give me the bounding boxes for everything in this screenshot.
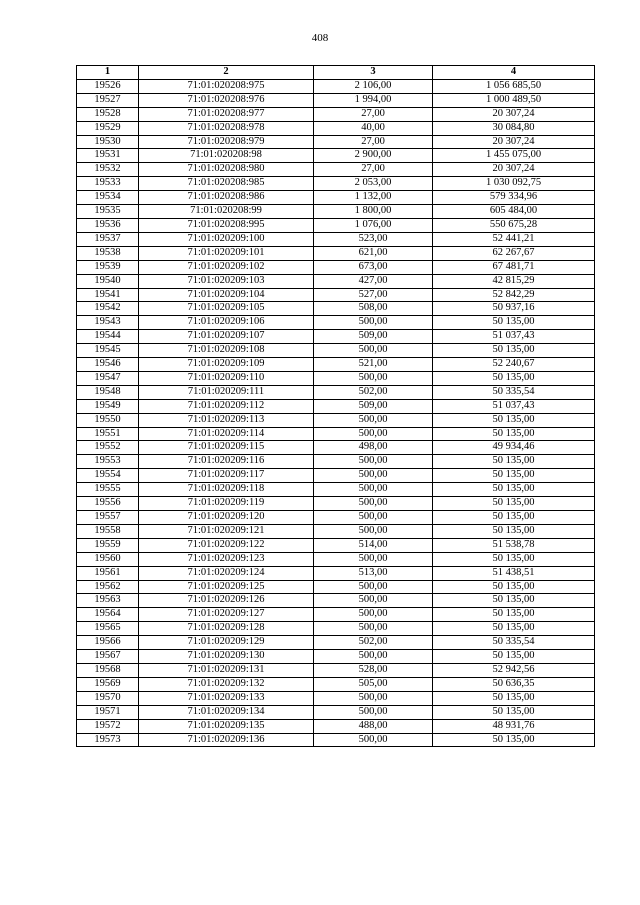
value-cell: 50 135,00 <box>433 316 595 330</box>
cadastral-number-cell: 71:01:020208:975 <box>139 79 314 93</box>
cadastral-number-cell: 71:01:020209:111 <box>139 385 314 399</box>
cadastral-number-cell: 71:01:020208:978 <box>139 121 314 135</box>
table-row <box>77 316 595 330</box>
row-number-cell: 19543 <box>77 316 139 330</box>
row-number-cell: 19542 <box>77 302 139 316</box>
value-cell: 51 538,78 <box>433 538 595 552</box>
cadastral-number-cell: 71:01:020208:985 <box>139 177 314 191</box>
area-cell: 500,00 <box>314 483 433 497</box>
table-row <box>77 246 595 260</box>
row-number-cell: 19567 <box>77 650 139 664</box>
area-cell: 673,00 <box>314 260 433 274</box>
value-cell: 52 842,29 <box>433 288 595 302</box>
area-cell: 500,00 <box>314 580 433 594</box>
cadastral-number-cell: 71:01:020209:132 <box>139 677 314 691</box>
column-header-1: 1 <box>77 66 139 80</box>
table-row <box>77 399 595 413</box>
value-cell: 1 030 092,75 <box>433 177 595 191</box>
area-cell: 2 053,00 <box>314 177 433 191</box>
area-cell: 500,00 <box>314 552 433 566</box>
area-cell: 1 132,00 <box>314 191 433 205</box>
area-cell: 508,00 <box>314 302 433 316</box>
value-cell: 550 675,28 <box>433 218 595 232</box>
row-number-cell: 19529 <box>77 121 139 135</box>
table-row <box>77 79 595 93</box>
row-number-cell: 19536 <box>77 218 139 232</box>
area-cell: 500,00 <box>314 733 433 747</box>
row-number-cell: 19564 <box>77 608 139 622</box>
value-cell: 52 441,21 <box>433 232 595 246</box>
value-cell: 1 455 075,00 <box>433 149 595 163</box>
area-cell: 27,00 <box>314 107 433 121</box>
area-cell: 27,00 <box>314 163 433 177</box>
value-cell: 50 335,54 <box>433 385 595 399</box>
row-number-cell: 19573 <box>77 733 139 747</box>
row-number-cell: 19565 <box>77 622 139 636</box>
row-number-cell: 19555 <box>77 483 139 497</box>
area-cell: 488,00 <box>314 719 433 733</box>
cadastral-number-cell: 71:01:020209:116 <box>139 455 314 469</box>
cadastral-number-cell: 71:01:020209:121 <box>139 524 314 538</box>
value-cell: 52 942,56 <box>433 663 595 677</box>
table-row <box>77 107 595 121</box>
area-cell: 500,00 <box>314 650 433 664</box>
cadastral-number-cell: 71:01:020209:124 <box>139 566 314 580</box>
row-number-cell: 19550 <box>77 413 139 427</box>
row-number-cell: 19531 <box>77 149 139 163</box>
table-row <box>77 427 595 441</box>
column-header-2: 2 <box>139 66 314 80</box>
table-row <box>77 93 595 107</box>
area-cell: 500,00 <box>314 622 433 636</box>
value-cell: 50 135,00 <box>433 650 595 664</box>
table-row <box>77 205 595 219</box>
value-cell: 50 135,00 <box>433 524 595 538</box>
row-number-cell: 19560 <box>77 552 139 566</box>
table-row <box>77 149 595 163</box>
area-cell: 514,00 <box>314 538 433 552</box>
value-cell: 1 056 685,50 <box>433 79 595 93</box>
area-cell: 500,00 <box>314 705 433 719</box>
cadastral-number-cell: 71:01:020209:112 <box>139 399 314 413</box>
cadastral-number-cell: 71:01:020208:986 <box>139 191 314 205</box>
area-cell: 502,00 <box>314 385 433 399</box>
table-row <box>77 483 595 497</box>
row-number-cell: 19558 <box>77 524 139 538</box>
value-cell: 1 000 489,50 <box>433 93 595 107</box>
table-row <box>77 594 595 608</box>
table-row <box>77 358 595 372</box>
table-row <box>77 691 595 705</box>
value-cell: 50 135,00 <box>433 455 595 469</box>
cadastral-number-cell: 71:01:020209:113 <box>139 413 314 427</box>
table-row <box>77 497 595 511</box>
cadastral-number-cell: 71:01:020209:134 <box>139 705 314 719</box>
cadastral-number-cell: 71:01:020209:125 <box>139 580 314 594</box>
table-header <box>77 66 595 80</box>
row-number-cell: 19572 <box>77 719 139 733</box>
row-number-cell: 19551 <box>77 427 139 441</box>
value-cell: 42 815,29 <box>433 274 595 288</box>
cadastral-number-cell: 71:01:020209:136 <box>139 733 314 747</box>
table-row <box>77 177 595 191</box>
value-cell: 50 135,00 <box>433 344 595 358</box>
value-cell: 50 135,00 <box>433 469 595 483</box>
value-cell: 51 037,43 <box>433 399 595 413</box>
row-number-cell: 19538 <box>77 246 139 260</box>
cadastral-number-cell: 71:01:020209:103 <box>139 274 314 288</box>
value-cell: 50 937,16 <box>433 302 595 316</box>
row-number-cell: 19556 <box>77 497 139 511</box>
cadastral-number-cell: 71:01:020209:130 <box>139 650 314 664</box>
value-cell: 52 240,67 <box>433 358 595 372</box>
column-header-3: 3 <box>314 66 433 80</box>
cadastral-number-cell: 71:01:020209:128 <box>139 622 314 636</box>
table-row <box>77 636 595 650</box>
row-number-cell: 19528 <box>77 107 139 121</box>
cadastral-number-cell: 71:01:020209:107 <box>139 330 314 344</box>
cadastral-number-cell: 71:01:020209:119 <box>139 497 314 511</box>
cadastral-number-cell: 71:01:020209:131 <box>139 663 314 677</box>
row-number-cell: 19569 <box>77 677 139 691</box>
value-cell: 50 135,00 <box>433 608 595 622</box>
row-number-cell: 19544 <box>77 330 139 344</box>
value-cell: 49 934,46 <box>433 441 595 455</box>
table-row <box>77 733 595 747</box>
cadastral-number-cell: 71:01:020209:135 <box>139 719 314 733</box>
cadastral-number-cell: 71:01:020209:110 <box>139 371 314 385</box>
table-row <box>77 260 595 274</box>
cadastral-number-cell: 71:01:020208:976 <box>139 93 314 107</box>
row-number-cell: 19548 <box>77 385 139 399</box>
table-row <box>77 650 595 664</box>
row-number-cell: 19541 <box>77 288 139 302</box>
table-body <box>77 79 595 747</box>
value-cell: 50 135,00 <box>433 594 595 608</box>
area-cell: 505,00 <box>314 677 433 691</box>
cadastral-number-cell: 71:01:020208:977 <box>139 107 314 121</box>
cadastral-number-cell: 71:01:020209:109 <box>139 358 314 372</box>
area-cell: 502,00 <box>314 636 433 650</box>
row-number-cell: 19562 <box>77 580 139 594</box>
area-cell: 500,00 <box>314 524 433 538</box>
value-cell: 50 135,00 <box>433 483 595 497</box>
area-cell: 523,00 <box>314 232 433 246</box>
area-cell: 509,00 <box>314 330 433 344</box>
value-cell: 50 335,54 <box>433 636 595 650</box>
value-cell: 20 307,24 <box>433 107 595 121</box>
value-cell: 30 084,80 <box>433 121 595 135</box>
table-row <box>77 608 595 622</box>
row-number-cell: 19526 <box>77 79 139 93</box>
area-cell: 500,00 <box>314 608 433 622</box>
area-cell: 621,00 <box>314 246 433 260</box>
table-row <box>77 552 595 566</box>
table-row <box>77 441 595 455</box>
row-number-cell: 19539 <box>77 260 139 274</box>
table-row <box>77 622 595 636</box>
table-row <box>77 371 595 385</box>
area-cell: 521,00 <box>314 358 433 372</box>
cadastral-number-cell: 71:01:020209:105 <box>139 302 314 316</box>
row-number-cell: 19546 <box>77 358 139 372</box>
area-cell: 2 106,00 <box>314 79 433 93</box>
row-number-cell: 19559 <box>77 538 139 552</box>
cadastral-number-cell: 71:01:020209:100 <box>139 232 314 246</box>
area-cell: 2 900,00 <box>314 149 433 163</box>
value-cell: 48 931,76 <box>433 719 595 733</box>
value-cell: 50 135,00 <box>433 552 595 566</box>
row-number-cell: 19540 <box>77 274 139 288</box>
area-cell: 500,00 <box>314 371 433 385</box>
header-row <box>77 66 595 80</box>
table-row <box>77 413 595 427</box>
table-row <box>77 302 595 316</box>
area-cell: 500,00 <box>314 455 433 469</box>
row-number-cell: 19535 <box>77 205 139 219</box>
row-number-cell: 19534 <box>77 191 139 205</box>
table-row <box>77 455 595 469</box>
row-number-cell: 19563 <box>77 594 139 608</box>
area-cell: 27,00 <box>314 135 433 149</box>
area-cell: 1 994,00 <box>314 93 433 107</box>
row-number-cell: 19570 <box>77 691 139 705</box>
table-row <box>77 677 595 691</box>
row-number-cell: 19549 <box>77 399 139 413</box>
row-number-cell: 19568 <box>77 663 139 677</box>
area-cell: 500,00 <box>314 691 433 705</box>
table-row <box>77 232 595 246</box>
row-number-cell: 19547 <box>77 371 139 385</box>
value-cell: 605 484,00 <box>433 205 595 219</box>
cadastral-number-cell: 71:01:020208:980 <box>139 163 314 177</box>
table-row <box>77 580 595 594</box>
row-number-cell: 19554 <box>77 469 139 483</box>
area-cell: 500,00 <box>314 497 433 511</box>
table-row <box>77 663 595 677</box>
cadastral-number-cell: 71:01:020209:114 <box>139 427 314 441</box>
value-cell: 50 135,00 <box>433 511 595 525</box>
table-row <box>77 538 595 552</box>
value-cell: 50 135,00 <box>433 733 595 747</box>
value-cell: 50 135,00 <box>433 427 595 441</box>
area-cell: 513,00 <box>314 566 433 580</box>
row-number-cell: 19545 <box>77 344 139 358</box>
table-row <box>77 469 595 483</box>
cadastral-number-cell: 71:01:020208:995 <box>139 218 314 232</box>
cadastral-number-cell: 71:01:020209:115 <box>139 441 314 455</box>
row-number-cell: 19553 <box>77 455 139 469</box>
area-cell: 500,00 <box>314 594 433 608</box>
value-cell: 50 135,00 <box>433 371 595 385</box>
cadastral-number-cell: 71:01:020209:101 <box>139 246 314 260</box>
data-table <box>76 65 595 747</box>
table-row <box>77 274 595 288</box>
cadastral-number-cell: 71:01:020208:979 <box>139 135 314 149</box>
value-cell: 50 135,00 <box>433 691 595 705</box>
table-row <box>77 121 595 135</box>
value-cell: 20 307,24 <box>433 135 595 149</box>
cadastral-number-cell: 71:01:020209:104 <box>139 288 314 302</box>
row-number-cell: 19533 <box>77 177 139 191</box>
area-cell: 500,00 <box>314 344 433 358</box>
row-number-cell: 19530 <box>77 135 139 149</box>
cadastral-number-cell: 71:01:020209:118 <box>139 483 314 497</box>
table-row <box>77 719 595 733</box>
cadastral-number-cell: 71:01:020208:99 <box>139 205 314 219</box>
area-cell: 500,00 <box>314 427 433 441</box>
row-number-cell: 19571 <box>77 705 139 719</box>
cadastral-number-cell: 71:01:020209:117 <box>139 469 314 483</box>
area-cell: 500,00 <box>314 413 433 427</box>
cadastral-number-cell: 71:01:020208:98 <box>139 149 314 163</box>
column-header-4: 4 <box>433 66 595 80</box>
table-row <box>77 191 595 205</box>
area-cell: 500,00 <box>314 511 433 525</box>
value-cell: 50 135,00 <box>433 413 595 427</box>
area-cell: 498,00 <box>314 441 433 455</box>
table-row <box>77 511 595 525</box>
row-number-cell: 19557 <box>77 511 139 525</box>
table-row <box>77 705 595 719</box>
area-cell: 528,00 <box>314 663 433 677</box>
table-row <box>77 218 595 232</box>
area-cell: 1 800,00 <box>314 205 433 219</box>
row-number-cell: 19532 <box>77 163 139 177</box>
value-cell: 50 135,00 <box>433 497 595 511</box>
area-cell: 500,00 <box>314 469 433 483</box>
cadastral-number-cell: 71:01:020209:126 <box>139 594 314 608</box>
row-number-cell: 19561 <box>77 566 139 580</box>
area-cell: 40,00 <box>314 121 433 135</box>
area-cell: 527,00 <box>314 288 433 302</box>
row-number-cell: 19552 <box>77 441 139 455</box>
page-number: 408 <box>311 32 329 44</box>
area-cell: 1 076,00 <box>314 218 433 232</box>
value-cell: 50 135,00 <box>433 705 595 719</box>
table-row <box>77 288 595 302</box>
cadastral-number-cell: 71:01:020209:127 <box>139 608 314 622</box>
value-cell: 67 481,71 <box>433 260 595 274</box>
table-row <box>77 524 595 538</box>
table-row <box>77 344 595 358</box>
table-row <box>77 330 595 344</box>
value-cell: 579 334,96 <box>433 191 595 205</box>
table-row <box>77 385 595 399</box>
area-cell: 427,00 <box>314 274 433 288</box>
row-number-cell: 19537 <box>77 232 139 246</box>
cadastral-number-cell: 71:01:020209:129 <box>139 636 314 650</box>
value-cell: 50 135,00 <box>433 622 595 636</box>
cadastral-number-cell: 71:01:020209:106 <box>139 316 314 330</box>
table-row <box>77 163 595 177</box>
table-row <box>77 566 595 580</box>
cadastral-number-cell: 71:01:020209:122 <box>139 538 314 552</box>
cadastral-number-cell: 71:01:020209:108 <box>139 344 314 358</box>
row-number-cell: 19527 <box>77 93 139 107</box>
value-cell: 62 267,67 <box>433 246 595 260</box>
cadastral-number-cell: 71:01:020209:133 <box>139 691 314 705</box>
area-cell: 509,00 <box>314 399 433 413</box>
cadastral-number-cell: 71:01:020209:120 <box>139 511 314 525</box>
value-cell: 51 037,43 <box>433 330 595 344</box>
value-cell: 50 636,35 <box>433 677 595 691</box>
cadastral-number-cell: 71:01:020209:123 <box>139 552 314 566</box>
cadastral-number-cell: 71:01:020209:102 <box>139 260 314 274</box>
row-number-cell: 19566 <box>77 636 139 650</box>
area-cell: 500,00 <box>314 316 433 330</box>
value-cell: 50 135,00 <box>433 580 595 594</box>
value-cell: 51 438,51 <box>433 566 595 580</box>
table-row <box>77 135 595 149</box>
value-cell: 20 307,24 <box>433 163 595 177</box>
